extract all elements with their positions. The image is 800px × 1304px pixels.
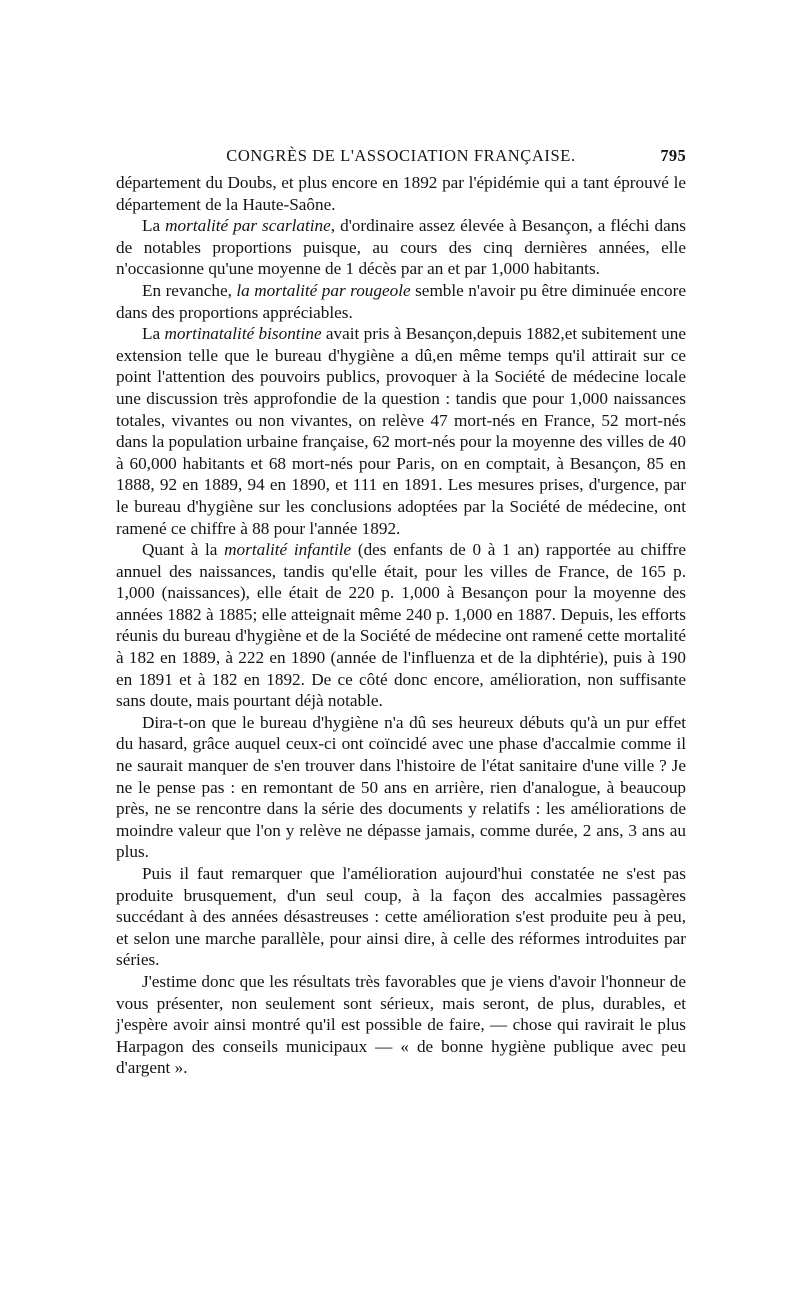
paragraph-8	[116, 971, 686, 1079]
paragraph-text: Dira-t-on que le bureau d'hygiène n'a dû ses heureux débuts qu'à un pur effet du hasard, grâce auquel ceux-ci ont coïncidé avec une phase d'accalmie comme il ne saurait manquer de s'en trouver dans l'histoire de l'état sanitaire d'une ville ? Je ne le pense pas : en remontant de 50 ans en arrière, rien d'analogue, à beaucoup près, ne se rencontre dans la série des documents y relatifs : les améliorations de moindre valeur que l'on y relève ne dépasse jamais, comme durée, 2 ans, 3 ans au plus.	[116, 712, 686, 862]
paragraph-5	[116, 539, 686, 712]
paragraph-text: semble n'avoir pu être diminuée encore dans des proportions appréciables.	[116, 280, 686, 322]
page	[116, 146, 686, 1079]
paragraph-text: La	[142, 216, 166, 236]
paragraph-text: La	[142, 324, 165, 344]
paragraph-4	[116, 323, 686, 539]
paragraph-text: département du Doubs, et plus encore en 1892 par l'épidémie qui a tant éprouvé le département de la Haute-Saône.	[116, 173, 686, 214]
paragraph-3	[116, 280, 686, 323]
paragraph-text: (des enfants de 0 à 1 an) rapportée au chiffre annuel des naissances, tandis qu'elle était, pour les villes de France, de 165 p. 1,000 (naissances), elle était de 220 p. 1,000 à Besançon pour la moyenne des années 1882 à 1885; elle atteignait même 240 p. 1,000 en 1887. Depuis, les efforts réunis du bureau d'hygiène et de la Société de médecine ont ramené cette mortalité à 182 en 1889, à 222 en 1890 (année de l'influenza et de la diphtérie), puis à 190 en 1891 et à 182 en 1892. De ce côté donc encore, amélioration, non suffisante sans doute, mais pourtant déjà notable.	[116, 540, 686, 711]
running-title: CONGRÈS DE L'ASSOCIATION FRANÇAISE.	[226, 146, 576, 165]
paragraph-1	[116, 172, 686, 215]
paragraph-text: , d'ordinaire assez élevée à Besançon, a fléchi dans de notables proportions puisque, au cours des cinq dernières années, elle n'occasionne qu'une moyenne de 1 décès par an et par 1,000 habitants.	[116, 216, 686, 279]
paragraph-6	[116, 712, 686, 863]
paragraph-text: Quant à la	[142, 540, 225, 560]
paragraph-text: avait pris à Besançon,depuis 1882,et subitement une extension telle que le bureau d'hygiène a dû,en même temps qu'il attirait sur ce point l'attention des pouvoirs publics, provoquer à la Société de médecine locale une discussion très approfondie de la question : tandis que pour 1,000 naissances totales, vivantes ou non vivantes, on relève 47 mort-nés en France, 52 mort-nés dans la population urbaine française, 62 mort-nés pour la moyenne des villes de 40 à 60,000 habitants et 68 mort-nés pour Paris, on en comptait, à Besançon, 85 en 1888, 92 en 1889, 94 en 1890, et 111 en 1891. Les mesures prises, d'urgence, par le bureau d'hygiène sur les conclusions adoptées par la Société de médecine, ont ramené ce chiffre à 88 pour l'année 1892.	[116, 324, 686, 538]
paragraph-7	[116, 863, 686, 971]
body-text	[116, 172, 686, 1079]
italic-term: la mortalité par rougeole	[236, 280, 411, 300]
paragraph-text: Puis il faut remarquer que l'amélioration aujourd'hui constatée ne s'est pas produite brusquement, d'un seul coup, à la façon des accalmies passagères succédant à des années désastreuses : cette amélioration s'est produite peu à peu, et selon une marche parallèle, pour ainsi dire, à celle des réformes introduites par séries.	[116, 864, 686, 970]
paragraph-2	[116, 215, 686, 280]
italic-term: mortalité infantile	[224, 540, 352, 560]
paragraph-text: J'estime donc que les résultats très favorables que je viens d'avoir l'honneur de vous présenter, non seulement sont sérieux, mais seront, de plus, durables, et j'espère avoir ainsi montré qu'il est possible de faire, — chose qui ravirait le plus Harpagon des conseils municipaux — « de bonne hygiène publique avec peu d'argent ».	[116, 971, 686, 1078]
page-number: 795	[660, 146, 686, 165]
italic-term: mortinatalité bisontine	[164, 324, 322, 344]
italic-term: mortalité par scarlatine	[165, 216, 331, 236]
paragraph-text: En revanche,	[142, 280, 237, 300]
running-header	[116, 146, 686, 172]
